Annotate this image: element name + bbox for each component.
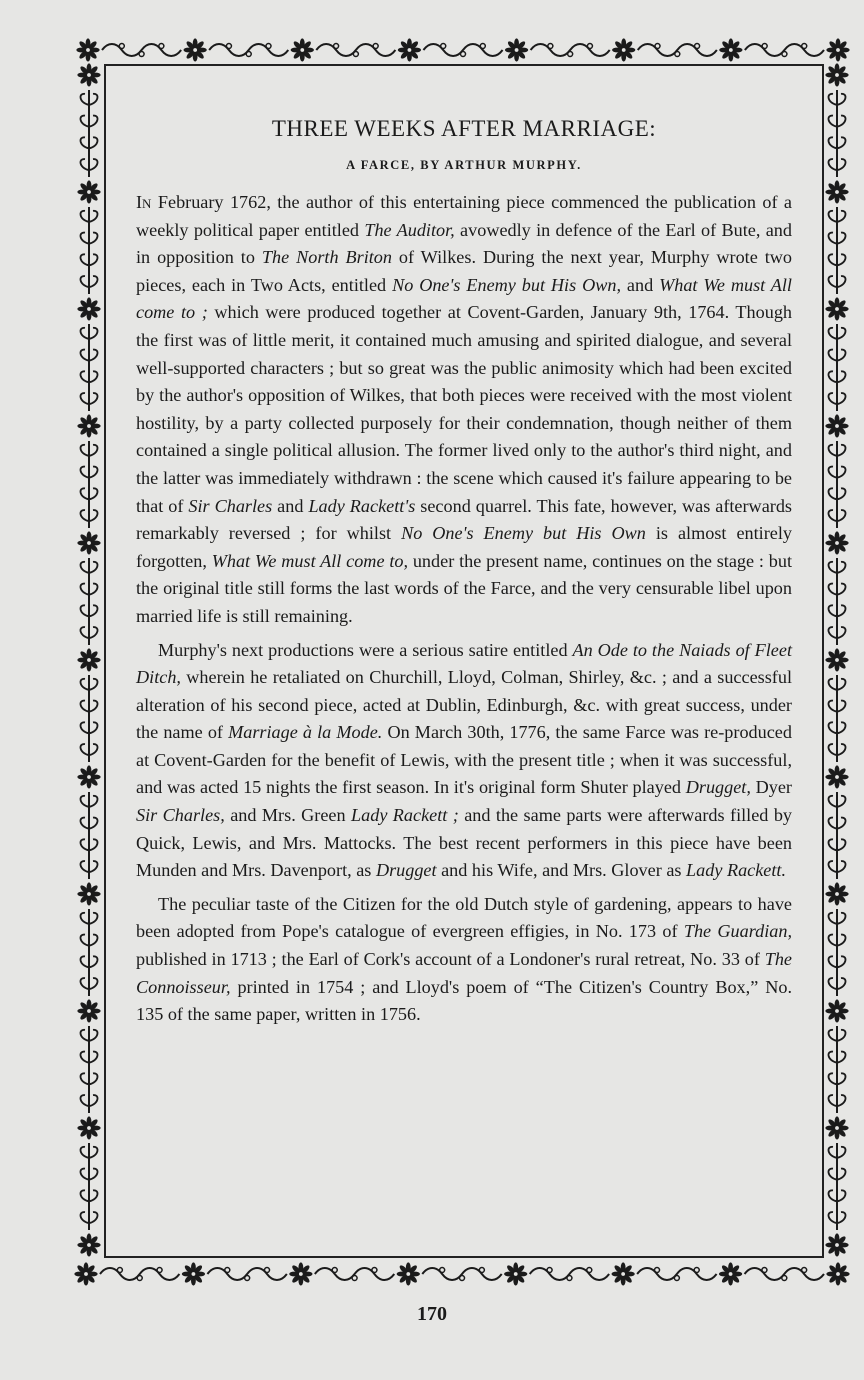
rosette-ornament — [826, 38, 849, 61]
leaf-scroll-ornament — [828, 675, 845, 762]
ornamental-border-top — [74, 34, 852, 66]
rosette-ornament — [826, 1262, 849, 1285]
rosette-ornament — [612, 1262, 635, 1285]
leaf-scroll-ornament — [828, 909, 845, 996]
leaf-scroll-ornament — [80, 792, 97, 879]
rosette-ornament — [505, 38, 528, 61]
scroll-ornament — [637, 1268, 716, 1280]
rosette-ornament — [77, 999, 100, 1022]
body-text: of Wilkes. During the next year, Murphy wrote two pieces, each in Two Acts, entitled — [136, 247, 793, 295]
rosette-ornament — [612, 38, 635, 61]
body-text: and the same parts were afterwards filled by Quick, Lewis, and Mrs. Mattocks. The best recent performers in this piece have been Munden and Mrs. Davenport, as — [136, 805, 793, 881]
paragraph-2 — [136, 637, 792, 885]
leaf-scroll-ornament — [828, 441, 845, 528]
leaf-scroll-ornament — [80, 909, 97, 996]
italic-title-text: What We must All come to, — [211, 550, 409, 571]
leaf-scroll-ornament — [80, 1143, 97, 1230]
leaf-scroll-ornament — [828, 90, 845, 177]
scroll-ornament — [745, 1268, 824, 1280]
rosette-ornament — [77, 1233, 100, 1256]
body-text: published in 1713 ; the Earl of Cork's account of a Londoner's rural retreat, No. 33 of — [136, 949, 765, 970]
italic-title-text: The North Briton — [261, 247, 392, 268]
leaf-scroll-ornament — [80, 558, 97, 645]
rosette-ornament — [825, 999, 848, 1022]
italic-title-text: What We must All come to ; — [136, 274, 792, 323]
body-text: avowedly in defence of the Earl of Bute, and in opposition to — [136, 219, 792, 268]
italic-title-text: The Guardian, — [683, 921, 793, 942]
body-text: On March 30th, 1776, the same Farce was re-produced at Covent-Garden for the benefit of Lewis, with the present title ; when it was successful, and was acted 15 nights the first season. In it's original form Shuter played — [136, 722, 792, 798]
body-text: which were produced together at Covent-Garden, January 9th, 1764. Though the first was of little merit, it contained much amusing and spirited dialogue, and several well-supported characters ; but so great was the public animosity which had been excited by the author's opposition of Wilkes, that both pieces were received with the most violent hostility, by a party collected purposely for their condemnation, though neither of them contained a single political allusion. The former lived only to the author's third night, and the latter was immediately withdrawn : the scene which caused it's failure appearing to be that of — [136, 302, 793, 516]
scroll-ornament — [207, 1268, 286, 1280]
rosette-ornament — [825, 1233, 848, 1256]
leaf-scroll-ornament — [80, 675, 97, 762]
paragraph-3 — [136, 891, 792, 1029]
leaf-scroll-ornament — [828, 558, 845, 645]
body-text: second quarrel. This fate, however, was afterwards remarkably reversed ; for whilst — [136, 495, 792, 544]
leaf-scroll-ornament — [828, 1143, 845, 1230]
body-text: under the present name, continues on the stage : but the original title still forms the last words of the Farce, and the very censurable libel upon married life is still remaining. — [136, 550, 793, 626]
body-text: The peculiar taste of the Citizen for the old Dutch style of gardening, appears to have been adopted from Pope's catalogue of evergreen effigies, in No. 173 of — [136, 893, 792, 942]
rosette-ornament — [825, 414, 848, 437]
rosette-ornament — [504, 1262, 527, 1285]
italic-title-text: Drugget, — [685, 777, 751, 798]
rosette-ornament — [825, 648, 848, 671]
body-text: printed in 1754 ; and Lloyd's poem of “The Citizen's Country Box,” No. 135 of the same paper, written in 1756. — [136, 976, 792, 1025]
body-text: and his Wife, and Mrs. Glover as — [436, 860, 687, 881]
italic-title-text: Marriage à la Mode. — [228, 722, 383, 743]
scroll-ornament — [530, 1268, 609, 1280]
rosette-ornament — [77, 648, 100, 671]
rosette-ornament — [397, 1262, 420, 1285]
rosette-ornament — [825, 765, 848, 788]
rosette-ornament — [825, 180, 848, 203]
rosette-ornament — [184, 38, 207, 61]
rosette-ornament — [182, 1262, 205, 1285]
italic-title-text: Lady Rackett's — [308, 495, 416, 516]
body-text: and — [272, 495, 309, 516]
italic-title-text: The Auditor, — [364, 219, 455, 240]
rosette-ornament — [825, 531, 848, 554]
italic-title-text: An Ode to the Naiads of Fleet Ditch, — [136, 639, 793, 688]
scroll-ornament — [531, 44, 610, 56]
leaf-scroll-ornament — [80, 207, 97, 294]
leaf-scroll-ornament — [828, 324, 845, 411]
italic-title-text: No One's Enemy but His Own, — [392, 274, 621, 295]
body-text: is almost entirely forgotten, — [136, 523, 792, 571]
scroll-ornament — [209, 44, 288, 56]
scroll-ornament — [638, 44, 717, 56]
ornamental-border-left — [72, 60, 106, 1260]
rosette-ornament — [825, 1116, 848, 1139]
page-subtitle: A FARCE, BY ARTHUR MURPHY. — [346, 158, 582, 172]
rosette-ornament — [825, 297, 848, 320]
rosette-ornament — [77, 297, 100, 320]
page-number: 170 — [417, 1303, 447, 1325]
body-text: Dyer — [750, 777, 792, 798]
rosette-ornament — [77, 882, 100, 905]
italic-title-text: Lady Rackett. — [686, 860, 787, 881]
italic-title-text: No One's Enemy but His Own — [401, 523, 646, 544]
leaf-scroll-ornament — [80, 441, 97, 528]
rosette-ornament — [77, 63, 100, 86]
ornamental-border-right — [820, 60, 854, 1260]
leaf-scroll-ornament — [828, 1026, 845, 1113]
italic-title-text: Lady Rackett ; — [351, 805, 459, 826]
rosette-ornament — [77, 765, 100, 788]
page-title: THREE WEEKS AFTER MARRIAGE: — [271, 116, 657, 141]
rosette-ornament — [77, 414, 100, 437]
leaf-scroll-ornament — [80, 90, 97, 177]
italic-title-text: Sir Charles — [188, 495, 273, 516]
scroll-ornament — [423, 44, 502, 56]
rosette-ornament — [291, 38, 314, 61]
rosette-ornament — [825, 63, 848, 86]
leaf-scroll-ornament — [80, 324, 97, 411]
body-text: wherein he retaliated on Churchill, Lloyd, Colman, Shirley, &c. ; and a successful alteration of his second piece, acted at Dublin, Edinburgh, &c. with great success, under the name of — [136, 667, 792, 743]
rosette-ornament — [77, 531, 100, 554]
scroll-ornament — [102, 44, 181, 56]
rosette-ornament — [77, 1116, 100, 1139]
scroll-ornament — [315, 1268, 394, 1280]
ornamental-border-bottom — [72, 1258, 852, 1290]
body-text: and — [621, 274, 660, 295]
body-text: February 1762, the author of this entertaining piece commenced the publication of a weekly political paper entitled — [136, 192, 792, 240]
scroll-ornament — [100, 1268, 179, 1280]
leaf-scroll-ornament — [80, 1026, 97, 1113]
scroll-ornament — [316, 44, 395, 56]
italic-title-text: Drugget — [375, 860, 437, 881]
leaf-scroll-ornament — [828, 207, 845, 294]
body-text: Murphy's next productions were a serious satire entitled — [158, 639, 573, 660]
article-body — [136, 116, 792, 1035]
body-text: In — [136, 192, 152, 212]
body-text: and Mrs. Green — [224, 805, 352, 826]
rosette-ornament — [74, 1262, 97, 1285]
rosette-ornament — [77, 180, 100, 203]
rosette-ornament — [719, 38, 742, 61]
paragraph-1 — [136, 189, 792, 631]
italic-title-text: The Connoisseur, — [136, 949, 792, 997]
leaf-scroll-ornament — [828, 792, 845, 879]
rosette-ornament — [719, 1262, 742, 1285]
rosette-ornament — [825, 882, 848, 905]
scroll-ornament — [745, 44, 824, 56]
scroll-ornament — [422, 1268, 501, 1280]
rosette-ornament — [289, 1262, 312, 1285]
rosette-ornament — [76, 38, 99, 61]
italic-title-text: Sir Charles, — [136, 805, 225, 826]
rosette-ornament — [398, 38, 421, 61]
